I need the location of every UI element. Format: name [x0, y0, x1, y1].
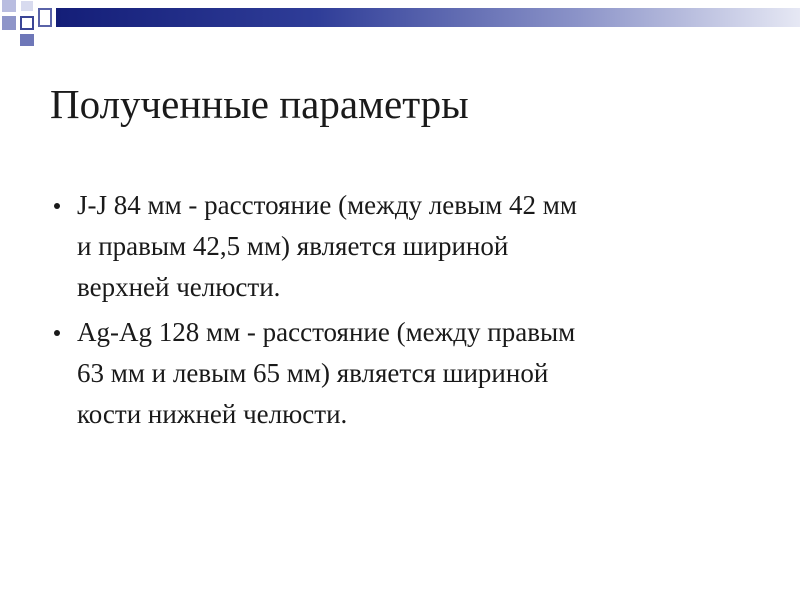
- deco-square: [20, 16, 34, 30]
- bullet-item: [50, 185, 770, 308]
- bullet-line: Ag-Ag 128 мм - расстояние (между правым: [77, 317, 576, 347]
- bullet-line: 63 мм и левым 65 мм) является шириной: [77, 358, 549, 388]
- deco-square: [2, 16, 16, 30]
- bullet-line: и правым 42,5 мм) является шириной: [77, 231, 509, 261]
- deco-square: [20, 0, 34, 12]
- bullet-line: J-J 84 мм - расстояние (между левым 42 мм: [77, 190, 577, 220]
- bullet-dot-icon: [54, 330, 60, 336]
- decorative-header-bar: [0, 0, 800, 50]
- bullet-line: кости нижней челюсти.: [77, 399, 348, 429]
- deco-square: [20, 34, 34, 46]
- bullet-list: [50, 185, 770, 439]
- bullet-dot-icon: [54, 203, 60, 209]
- deco-square: [2, 0, 16, 12]
- deco-gradient-band: [56, 8, 800, 27]
- deco-square: [38, 8, 52, 27]
- bullet-item: [50, 312, 770, 435]
- bullet-line: верхней челюсти.: [77, 272, 281, 302]
- slide-title: Полученные параметры: [50, 81, 469, 127]
